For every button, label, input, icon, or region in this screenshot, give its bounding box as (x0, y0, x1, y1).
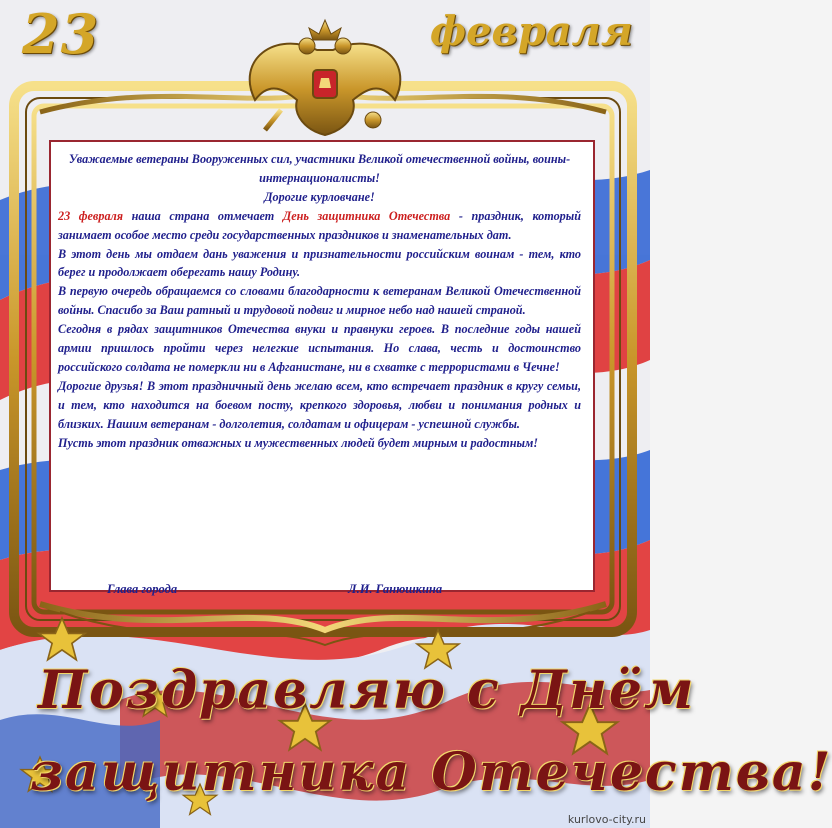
paragraph-holiday-mid: наша страна отмечает (123, 208, 283, 223)
signature-name: Л.И. Ганюшкина (348, 582, 443, 596)
paragraph-closing: Пусть этот праздник отважных и мужественных людей будет мирным и радостным! (58, 435, 539, 450)
paragraph-respect: В этот день мы отдаем дань уважения и признательности российским воинам - тем, кто берег и продолжает оберегать нашу Родину. (58, 246, 581, 280)
greeting-residents: Дорогие курловчане! (264, 189, 375, 204)
holiday-date: 23 февраля (58, 208, 124, 223)
paragraph-heroes: Сегодня в рядах защитников Отечества внуки и правнуки героев. В последние годы нашей армии пришлось пройти через нелегкие испытания. Но слава, честь и достоинство российского солдата не померкли ни в Афганистане, ни в схватке с террористами в Чечне! (58, 322, 581, 374)
letter-card (49, 140, 595, 596)
header-date: 23 (22, 2, 100, 66)
paragraph-holiday-rest: - праздник, который занимает особое место среди государственных праздников и знаменательных дат. (58, 208, 582, 242)
signature-role: Глава города (107, 582, 178, 596)
paragraph-gratitude: В первую очередь обращаемся со словами благодарности к ветеранам Великой Отечественной войны. Спасибо за Ваш ратный и трудовой подвиг и мирное небо над нашей страной. (58, 284, 581, 318)
header-month: февраля (430, 8, 633, 55)
watermark: kurlovo-city.ru (567, 813, 646, 826)
banner-line-2: защитника Отечества! (30, 742, 832, 803)
greeting-veterans: Уважаемые ветераны Вооруженных сил, участники Великой отечественной войны, воины-интернационалисты! (68, 152, 571, 185)
paragraph-holiday (58, 207, 581, 245)
letter-body (58, 150, 581, 453)
banner-line-1: Поздравляю с Днём (38, 660, 696, 721)
holiday-name: День защитника Отечества (282, 208, 451, 223)
paragraph-wishes: Дорогие друзья! В этот праздничный день желаю всем, кто встречает праздник в кругу семьи, и тем, кто находится на боевом посту, крепкого здоровья, любви и понимания родных и близких. Нашим ветеранам - долголетия, солдатам и офицерам - успешной службы. (58, 378, 581, 431)
